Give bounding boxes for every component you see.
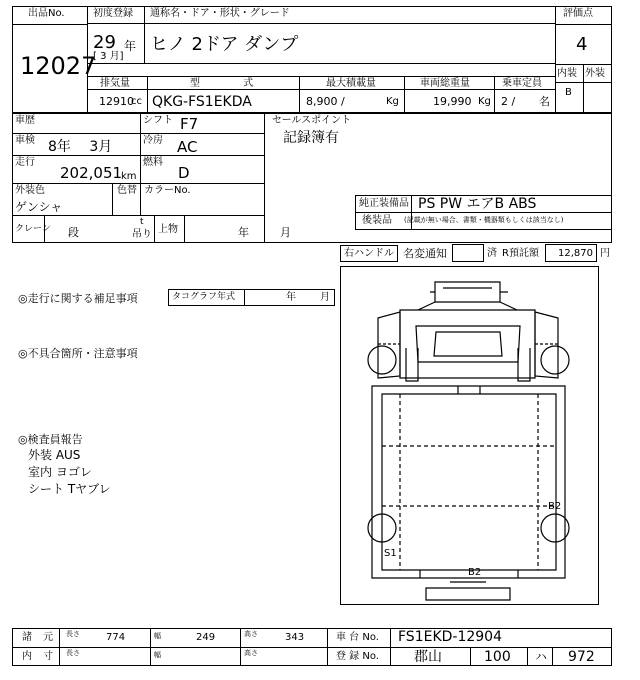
tachograph-month-unit: 月 <box>320 292 330 303</box>
divider <box>87 76 555 77</box>
divider <box>12 155 264 156</box>
first-reg-month: [ 3 月] <box>93 51 124 62</box>
score-value: 4 <box>576 34 588 55</box>
lot-no-label: 出品No. <box>28 8 65 19</box>
upper-body-label: 上物 <box>158 224 178 235</box>
mileage-unit: km <box>121 171 137 182</box>
max-load-value: 8,900 / <box>306 95 345 108</box>
divider <box>494 76 495 113</box>
name-change-box <box>452 244 484 262</box>
divider <box>112 183 113 215</box>
displacement-unit: cc <box>131 96 142 107</box>
displacement-label: 排気量 <box>100 78 130 89</box>
divider <box>583 64 584 113</box>
divider <box>147 76 148 113</box>
inner-dims-label: 内 寸 <box>22 651 54 662</box>
divider <box>59 628 60 666</box>
exterior-label: 外装 <box>585 68 605 79</box>
divider <box>140 183 141 215</box>
driving-notes-label: ◎走行に関する補足事項 <box>18 292 138 305</box>
divider <box>144 6 145 63</box>
mileage-value: 202,051 <box>60 164 123 182</box>
model-label: 型 式 <box>190 78 254 89</box>
sales-points-label: セールスポイント <box>272 115 352 126</box>
chassis-number: FS1EKD-12904 <box>398 629 502 645</box>
divider <box>555 6 556 113</box>
divider <box>555 24 612 25</box>
height-label: 高さ <box>244 630 258 638</box>
crane-ton-unit: t <box>140 217 144 227</box>
vehicle-name: ヒノ 2ドア ダンプ <box>150 34 299 55</box>
fuel-label: 燃料 <box>143 157 163 168</box>
divider <box>87 63 555 64</box>
divider <box>154 215 155 243</box>
inspector-report-label: ◎検査員報告 <box>18 433 83 446</box>
ac-label: 冷房 <box>143 135 163 146</box>
dims-label: 諸 元 <box>22 632 54 643</box>
inspector-line: シート Tヤブレ <box>28 482 111 496</box>
length-value: 774 <box>106 632 126 643</box>
capacity-value: 2 / <box>501 95 516 108</box>
divider <box>87 89 555 90</box>
inspector-line: 外装 AUS <box>28 448 81 462</box>
ryo-label: 済 <box>487 248 497 259</box>
tachograph-year-unit: 年 <box>286 292 296 303</box>
gross-weight-value: 19,990 <box>433 95 472 108</box>
inspection-label: 車検 <box>15 135 35 146</box>
mileage-label: 走行 <box>15 157 35 168</box>
divider <box>12 133 264 134</box>
divider <box>552 647 553 666</box>
inner-length-label: 長さ <box>66 649 80 657</box>
gross-weight-unit: Kg <box>478 96 491 107</box>
lot-number: 12027 <box>20 52 97 80</box>
shift-label: シフト <box>143 115 173 126</box>
divider <box>355 212 612 213</box>
crane-label: クレーン <box>15 224 51 234</box>
registration-kana: ハ <box>535 650 548 664</box>
divider <box>87 23 555 24</box>
interior-grade: B <box>565 87 572 98</box>
damage-mark: B2 <box>468 567 482 578</box>
divider <box>299 76 300 113</box>
divider <box>12 183 264 184</box>
crane-stage-unit: 段 <box>68 226 79 239</box>
inspector-line: 室内 ヨゴレ <box>28 465 92 479</box>
inner-width-label: 幅 <box>154 651 161 659</box>
name-change-label: 名変通知 <box>403 247 447 260</box>
damage-mark: S1 <box>384 548 397 559</box>
first-reg-label: 初度登録 <box>93 8 133 19</box>
divider <box>184 215 185 243</box>
defects-label: ◎不具合箇所・注意事項 <box>18 347 138 360</box>
first-reg-year: 29 <box>93 32 116 53</box>
divider <box>264 113 265 243</box>
ext-color-value: ゲンシャ <box>15 200 63 214</box>
tachograph-label: タコグラフ年式 <box>172 292 236 302</box>
inner-height-label: 高さ <box>244 649 258 657</box>
truck-diagram <box>340 266 599 605</box>
color-change-label: 色替 <box>117 185 137 196</box>
divider <box>355 229 612 230</box>
score-label: 評価点 <box>563 8 593 19</box>
registration-place: 郡山 <box>414 649 442 665</box>
width-value: 249 <box>196 632 216 643</box>
divider <box>240 628 241 666</box>
color-code-label: カラーNo. <box>144 185 191 196</box>
vehicle-name-label: 通称名・ドア・形状・グレード <box>150 8 290 19</box>
ac-value: AC <box>177 138 198 156</box>
chassis-label: 車 台 No. <box>336 632 379 643</box>
divider <box>244 289 245 306</box>
history-label: 車歴 <box>15 115 35 126</box>
length-label: 長さ <box>66 630 80 638</box>
divider <box>355 195 356 229</box>
divider <box>390 628 391 666</box>
model-value: QKG-FS1EKDA <box>152 94 252 110</box>
divider <box>140 113 141 183</box>
interior-label: 内装 <box>557 68 577 79</box>
divider <box>404 76 405 113</box>
capacity-label: 乗車定員 <box>502 78 542 89</box>
sales-points-text: 記録簿有 <box>283 130 339 146</box>
recycle-label: R預託額 <box>502 248 539 259</box>
gross-weight-label: 車両総重量 <box>420 78 470 89</box>
upper-month-unit: 月 <box>280 226 291 239</box>
recycle-unit: 円 <box>600 248 610 259</box>
max-load-unit: Kg <box>386 96 399 107</box>
capacity-unit: 名 <box>539 95 550 108</box>
divider <box>327 628 328 666</box>
equipment-label: 純正装備品 <box>359 198 409 209</box>
height-value: 343 <box>285 632 305 643</box>
recycle-amount: 12,870 <box>558 248 593 259</box>
shift-value: F7 <box>180 115 199 133</box>
width-label: 幅 <box>154 632 161 640</box>
rhd-label: 右ハンドル <box>344 248 394 259</box>
displacement-value: 12910 <box>99 95 134 108</box>
fuel-value: D <box>178 164 190 182</box>
damage-mark: B2 <box>548 501 562 512</box>
divider <box>150 628 151 666</box>
registration-number: 972 <box>568 649 595 665</box>
ext-color-label: 外装色 <box>15 185 45 196</box>
aftermarket-note: (記載が無い場合、書類・機器類もしくは該当なし) <box>404 216 564 224</box>
divider <box>470 647 471 666</box>
year-unit: 年 <box>124 39 137 53</box>
registration-class: 100 <box>484 649 511 665</box>
registration-label: 登 録 No. <box>336 651 379 662</box>
aftermarket-label: 後装品 <box>362 215 392 226</box>
crane-lift-label: 吊り <box>132 229 152 240</box>
max-load-label: 最大積載量 <box>326 78 376 89</box>
equipment-value: PS PW エアB ABS <box>418 196 537 212</box>
divider <box>12 215 264 216</box>
divider <box>12 24 87 25</box>
inspection-value: 8年 3月 <box>48 139 113 155</box>
upper-year-unit: 年 <box>238 226 249 239</box>
divider <box>12 647 612 648</box>
divider <box>527 647 528 666</box>
